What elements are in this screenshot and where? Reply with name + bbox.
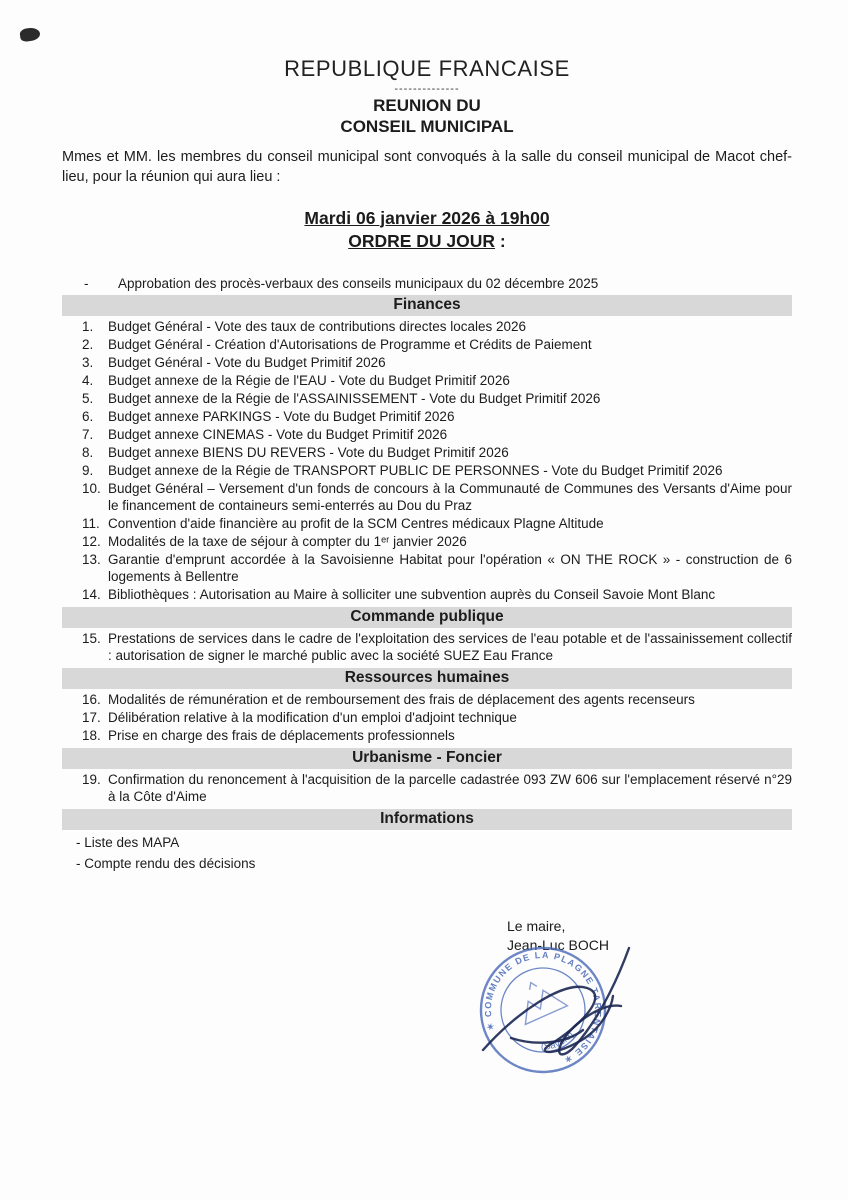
agenda-heading-text: ORDRE DU JOUR — [348, 230, 496, 251]
agenda-item-6 — [62, 408, 792, 425]
section-header-commande-publique: Commande publique — [62, 607, 792, 628]
item-number: 15. — [82, 630, 101, 646]
item-text: Budget Général - Création d'Autorisations de Programme et Crédits de Paiement — [108, 336, 592, 352]
separator-dashes: -------------- — [394, 83, 460, 95]
item-text: Budget Général - Vote du Budget Primitif 2026 — [108, 354, 386, 370]
agenda-item-5 — [62, 390, 792, 407]
item-number: 18. — [82, 727, 101, 743]
item-number: 2. — [82, 336, 94, 352]
agenda-item-4 — [62, 372, 792, 389]
agenda-item-7 — [62, 426, 792, 443]
agenda-item-2 — [62, 336, 792, 353]
item-text: Modalités de la taxe de séjour à compter du 1ᵉʳ janvier 2026 — [108, 533, 467, 549]
agenda-item-17 — [62, 709, 792, 726]
item-text: Confirmation du renoncement à l'acquisition de la parcelle cadastrée 093 ZW 606 sur l'emplacement réservé n°29 à la Côte d'Aime — [108, 771, 792, 804]
item-number: 14. — [82, 586, 101, 602]
item-text: Modalités de rémunération et de remboursement des frais de déplacement des agents recenseurs — [108, 691, 695, 707]
item-text: Budget Général – Versement d'un fonds de concours à la Communauté de Communes des Versants d'Aime pour le financement de containeurs semi-enterrés au Dou du Praz — [108, 480, 792, 513]
item-text: Budget annexe de la Régie de l'EAU - Vote du Budget Primitif 2026 — [108, 372, 510, 388]
meeting-title-line2: CONSEIL MUNICIPAL — [340, 117, 514, 137]
agenda-item-19 — [62, 771, 792, 805]
item-text: Prestations de services dans le cadre de l'exploitation des services de l'eau potable et de l'assainissement collectif : autorisation de signer le marché public avec la société SUEZ Eau France — [108, 630, 792, 663]
item-number: 8. — [82, 444, 94, 460]
agenda-item-3 — [62, 354, 792, 371]
item-text: Budget annexe de la Régie de l'ASSAINISSEMENT - Vote du Budget Primitif 2026 — [108, 390, 601, 406]
item-number: 3. — [82, 354, 94, 370]
section-header-urbanisme-foncier: Urbanisme - Foncier — [62, 748, 792, 769]
signature-name: Jean-Luc BOCH — [507, 936, 609, 953]
item-number: 16. — [82, 691, 101, 707]
preamble-text: Approbation des procès-verbaux des conseils municipaux du 02 décembre 2025 — [118, 275, 599, 291]
item-text: Budget annexe de la Régie de TRANSPORT PUBLIC DE PERSONNES - Vote du Budget Primitif 2026 — [108, 462, 723, 478]
item-text: Budget annexe PARKINGS - Vote du Budget Primitif 2026 — [108, 408, 455, 424]
meeting-date-text: Mardi 06 janvier 2026 à 19h00 — [304, 207, 550, 228]
agenda-item-8 — [62, 444, 792, 461]
agenda-heading — [62, 231, 792, 252]
item-number: 7. — [82, 426, 94, 442]
item-text: Budget Général - Vote des taux de contributions directes locales 2026 — [108, 318, 527, 334]
agenda-item-18 — [62, 727, 792, 744]
section-header-ressources-humaines: Ressources humaines — [62, 668, 792, 689]
preamble-item — [62, 276, 792, 291]
stamp-and-signature — [415, 918, 695, 1108]
item-text: Convention d'aide financière au profit de la SCM Centres médicaux Plagne Altitude — [108, 515, 604, 531]
bullet-dash: - — [84, 275, 89, 291]
stamp-ring-text: ✶ COMMUNE DE LA PLAGNE TARENTAISE ✶ — [482, 949, 604, 1066]
agenda-colon: : — [495, 230, 506, 251]
convocation-intro: Mmes et MM. les membres du conseil municipal sont convoqués à la salle du conseil municipal de Macot chef-lieu, pour la réunion qui aura lieu : — [62, 148, 792, 185]
item-number: 11. — [82, 515, 100, 531]
item-text: Délibération relative à la modification d'un emploi d'adjoint technique — [108, 709, 517, 725]
item-text: Budget annexe BIENS DU REVERS - Vote du Budget Primitif 2026 — [108, 444, 509, 460]
agenda-item-14 — [62, 586, 792, 603]
item-text: Prise en charge des frais de déplacements professionnels — [108, 727, 455, 743]
item-text: Bibliothèques : Autorisation au Maire à solliciter une subvention auprès du Conseil Savoie Mont Blanc — [108, 586, 716, 602]
document-content — [0, 56, 848, 955]
item-number: 12. — [82, 533, 101, 549]
item-number: 9. — [82, 462, 94, 478]
agenda-item-16 — [62, 691, 792, 708]
agenda-item-10 — [62, 480, 792, 514]
meeting-date — [62, 208, 792, 229]
republic-title: REPUBLIQUE FRANCAISE — [284, 56, 570, 81]
info-item-mapa: - Liste des MAPA — [76, 834, 180, 850]
item-text: Garantie d'emprunt accordée à la Savoisienne Habitat pour l'opération « ON THE ROCK » - construction de 6 logements à Bellentre — [108, 551, 792, 584]
scan-artifact — [19, 27, 41, 43]
agenda-item-9 — [62, 462, 792, 479]
item-number: 10. — [82, 480, 101, 496]
item-number: 5. — [82, 390, 94, 406]
item-number: 13. — [82, 551, 101, 567]
agenda-item-1 — [62, 318, 792, 335]
info-item-decisions: - Compte rendu des décisions — [76, 856, 256, 872]
section-header-informations: Informations — [62, 809, 792, 830]
agenda-item-12 — [62, 533, 792, 550]
item-number: 17. — [82, 709, 101, 725]
meeting-title-line1: REUNION DU — [373, 96, 481, 115]
stamp-center-text: (Savoie) — [540, 1029, 577, 1053]
agenda-item-15 — [62, 630, 792, 664]
signature-role: Le maire, — [507, 917, 566, 934]
agenda-item-11 — [62, 515, 792, 532]
item-number: 4. — [82, 372, 94, 388]
item-text: Budget annexe CINEMAS - Vote du Budget Primitif 2026 — [108, 426, 448, 442]
section-header-finances: Finances — [62, 295, 792, 316]
item-number: 6. — [82, 408, 94, 424]
item-number: 1. — [82, 318, 94, 334]
item-number: 19. — [82, 771, 101, 787]
agenda-item-13 — [62, 551, 792, 585]
